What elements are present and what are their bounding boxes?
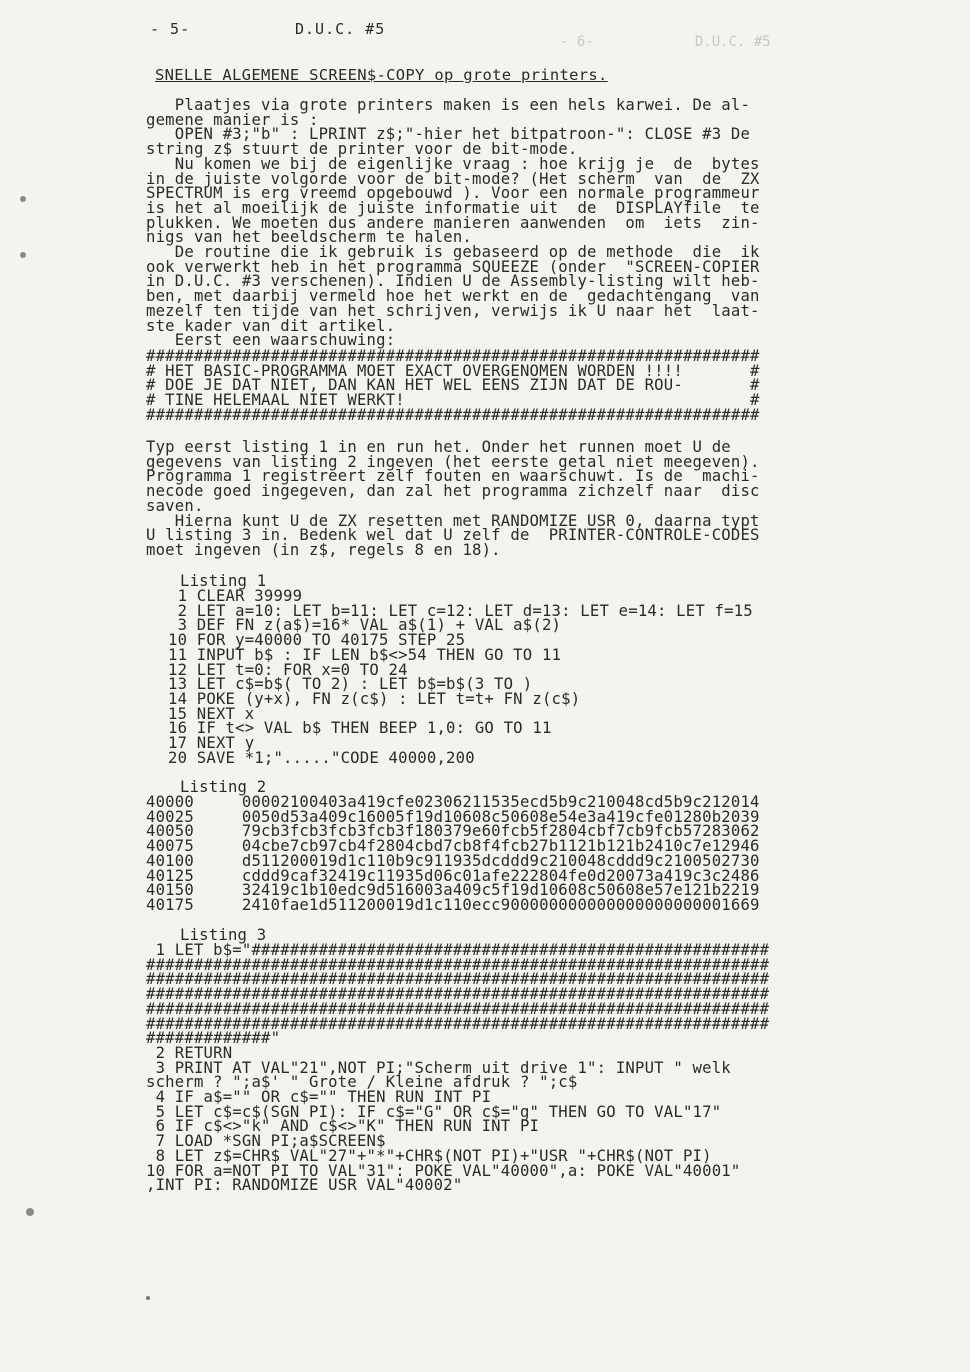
text-line: moet ingeven (in z$, regels 8 en 18). xyxy=(146,540,501,559)
text-line: Programma 1 registreert zelf fouten en waarschuwt. Is de machi- xyxy=(146,467,760,486)
code-line: ################################################################# xyxy=(146,970,770,989)
hex-row: 40175 2410fae1d511200019d1c110ecc900000000000000000000001669 xyxy=(146,895,760,914)
text-line: ben, met daarbij vermeld hoe het werkt en de gedachtengang van xyxy=(146,287,760,306)
intro-paragraphs xyxy=(146,98,906,348)
warning-line: ################################################################ xyxy=(146,347,760,365)
text-line: gegevens van listing 2 ingeven (het eerste getal niet meegeven). xyxy=(146,452,760,471)
text-line: SPECTRUM is erg vreemd opgebouwd ). Voor een normale programmeur xyxy=(146,184,760,203)
code-line: ################################################################# xyxy=(146,1014,770,1033)
warning-box xyxy=(146,349,906,423)
code-line: ################################################################# xyxy=(146,999,770,1018)
listing3-heading: Listing 3 xyxy=(180,926,267,944)
text-line: Typ eerst listing 1 in en run het. Onder het runnen moet U de xyxy=(146,438,731,456)
hex-row: 40075 04cbe7cb97cb4f2804cbd7cb8f4fcb27b1121b121b2410c7e12946 xyxy=(146,837,760,856)
text-line: Nu komen we bij de eigenlijke vraag : hoe krijg je de bytes xyxy=(146,154,760,173)
hex-row: 40000 00002100403a419cfe02306211535ecd5b9c210048cd5b9c212014 xyxy=(146,793,760,811)
code-line: 10 FOR y=40000 TO 40175 STEP 25 xyxy=(168,631,466,650)
code-line: 13 LET c$=b$( TO 2) : LET b$=b$(3 TO ) xyxy=(168,675,533,694)
code-line: 6 IF c$<>"k" AND c$<>"K" THEN RUN INT PI xyxy=(146,1117,540,1136)
code-line: ################################################################# xyxy=(146,955,770,974)
code-line: 7 LOAD *SGN PI;a$SCREEN$ xyxy=(146,1132,386,1151)
code-line: 1 LET b$="###################################################### xyxy=(146,941,770,959)
text-line: Eerst een waarschuwing: xyxy=(146,331,396,350)
text-line: nigs van het beeldscherm te halen. xyxy=(146,228,472,247)
article-title: SNELLE ALGEMENE SCREEN$-COPY op grote printers. xyxy=(155,66,608,84)
hex-row: 40100 d511200019d1c110b9c911935dcddd9c210048cddd9c2100502730 xyxy=(146,851,760,870)
code-line: 16 IF t<> VAL b$ THEN BEEP 1,0: GO TO 11 xyxy=(168,719,552,738)
code-line: 20 SAVE *1;"....."CODE 40000,200 xyxy=(168,748,475,767)
code-line: 8 LET z$=CHR$ VAL"27"+"*"+CHR$(NOT PI)+"USR "+CHR$(NOT PI) xyxy=(146,1146,712,1165)
code-line: 2 LET a=10: LET b=11: LET c=12: LET d=13: LET e=14: LET f=15 xyxy=(168,601,753,620)
code-line: 2 RETURN xyxy=(146,1043,233,1062)
warning-line: # DOE JE DAT NIET, DAN KAN HET WEL EENS ZIJN DAT DE ROU- # xyxy=(146,376,760,395)
bleed-through-text: - 6- D.U.C. #5 xyxy=(560,34,771,50)
text-line: Plaatjes via grote printers maken is een hels karwei. De al- xyxy=(146,96,751,114)
text-line: Hierna kunt U de ZX resetten met RANDOMIZE USR 0, daarna typt xyxy=(146,511,760,530)
text-line: string z$ stuurt de printer voor de bit-mode. xyxy=(146,140,578,159)
code-line: 14 POKE (y+x), FN z(c$) : LET t=t+ FN z(c$) xyxy=(168,689,581,708)
code-line: 10 FOR a=NOT PI TO VAL"31": POKE VAL"40000",a: POKE VAL"40001" xyxy=(146,1161,741,1180)
text-line: gemene manier is : xyxy=(146,110,319,129)
instructions-paragraphs xyxy=(146,440,906,558)
warning-line: # TINE HELEMAAL NIET WERKT! # xyxy=(146,391,760,410)
listing1-heading: Listing 1 xyxy=(180,572,267,590)
punch-hole xyxy=(20,252,26,258)
listing1-code xyxy=(168,589,928,765)
warning-line: ################################################################ xyxy=(146,405,760,424)
code-line: 3 DEF FN z(a$)=16* VAL a$(1) + VAL a$(2) xyxy=(168,616,562,635)
text-line: saven. xyxy=(146,496,204,515)
hex-row: 40125 cddd9caf32419c11935d06c01afe222804fe0d20073a419c3c2486 xyxy=(146,866,760,885)
text-line: ook verwerkt heb in het programma SQUEEZE (onder "SCREEN-COPIER xyxy=(146,257,760,276)
text-line: in D.U.C. #3 verschenen). Indien U de Assembly-listing wilt heb- xyxy=(146,272,760,291)
code-line: #############" xyxy=(146,1029,281,1048)
text-line: necode goed ingegeven, dan zal het programma zichzelf naar disc xyxy=(146,482,760,501)
code-line: 12 LET t=0: FOR x=0 TO 24 xyxy=(168,660,408,679)
listing2-code xyxy=(146,795,906,913)
text-line: ste kader van dit artikel. xyxy=(146,316,396,335)
code-line: scherm ? ";a$' " Grote / Kleine afdruk ? ";c$ xyxy=(146,1073,578,1092)
issue-title: D.U.C. #5 xyxy=(295,20,386,38)
text-line: mezelf ten tijde van het schrijven, verwijs ik U naar het laat- xyxy=(146,301,760,320)
code-line: 4 IF a$="" OR c$="" THEN RUN INT PI xyxy=(146,1088,492,1107)
hex-row: 40025 0050d53a409c16005f19d10608c50608e54e3a419cfe01280b2039 xyxy=(146,807,760,826)
text-line: OPEN #3;"b" : LPRINT z$;"-hier het bitpatroon-": CLOSE #3 De xyxy=(146,125,751,144)
listing3-code xyxy=(146,943,906,1193)
hex-row: 40150 32419c1b10edc9d516003a409c5f19d10608c50608e57e121b2219 xyxy=(146,881,760,900)
code-line: ,INT PI: RANDOMIZE USR VAL"40002" xyxy=(146,1176,463,1195)
hex-row: 40050 79cb3fcb3fcb3fcb3f180379e60fcb5f2804cbf7cb9fcb57283062 xyxy=(146,822,760,841)
code-line: 5 LET c$=c$(SGN PI): IF c$="G" OR c$="g" THEN GO TO VAL"17" xyxy=(146,1102,722,1121)
code-line: 17 NEXT y xyxy=(168,734,255,753)
warning-line: # HET BASIC-PROGRAMMA MOET EXACT OVERGENOMEN WORDEN !!!! # xyxy=(146,361,760,380)
text-line: is het al moeilijk de juiste informatie uit de DISPLAYfile te xyxy=(146,198,760,217)
code-line: 11 INPUT b$ : IF LEN b$<>54 THEN GO TO 11 xyxy=(168,645,562,664)
punch-hole xyxy=(26,1208,34,1216)
code-line: 3 PRINT AT VAL"21",NOT PI;"Scherm uit drive 1": INPUT " welk xyxy=(146,1058,731,1077)
ink-speck xyxy=(146,1296,150,1300)
code-line: 15 NEXT x xyxy=(168,704,255,723)
text-line: in de juiste volgorde voor de bit-mode? (Het scherm van de ZX xyxy=(146,169,760,188)
text-line: U listing 3 in. Bedenk wel dat U zelf de PRINTER-CONTROLE-CODES xyxy=(146,526,760,545)
code-line: ################################################################# xyxy=(146,985,770,1004)
page-number: - 5- xyxy=(150,20,191,38)
text-line: De routine die ik gebruik is gebaseerd op de methode die ik xyxy=(146,243,760,262)
text-line: plukken. We moeten dus andere manieren aanwenden om iets zin- xyxy=(146,213,760,232)
listing2-heading: Listing 2 xyxy=(180,778,267,796)
code-line: 1 CLEAR 39999 xyxy=(168,587,303,605)
punch-hole xyxy=(20,196,26,202)
